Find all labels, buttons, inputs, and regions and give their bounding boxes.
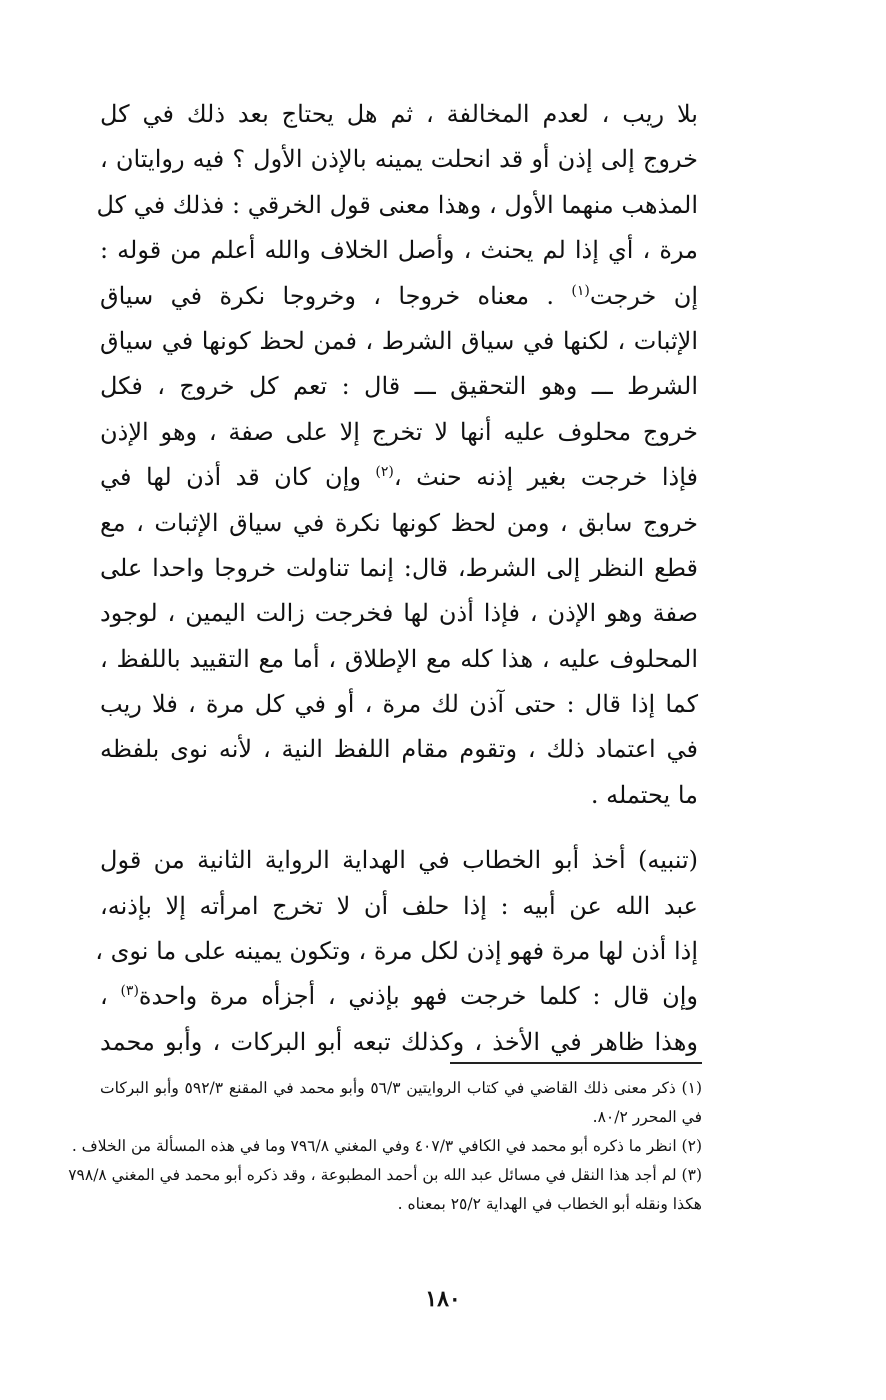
text-line: المذهب منهما الأول ، وهذا معنى قول الخرقي : فذلك في كل	[96, 190, 698, 219]
text-fragment: فإذا خرجت بغير إذنه حنث ،	[393, 463, 698, 492]
footnotes	[68, 1074, 702, 1219]
text-fragment: ،	[100, 982, 108, 1011]
text-line: وهذا ظاهر في الأخذ ، وكذلك تبعه أبو البركات ، وأبو محمد	[100, 1027, 698, 1056]
text-line: الإثبات ، لكنها في سياق الشرط ، فمن لحظ كونها في سياق	[100, 326, 698, 355]
text-line: كما إذا قال : حتى آذن لك مرة ، أو في كل مرة ، فلا ريب	[100, 690, 698, 719]
text-line	[100, 455, 698, 500]
footnote-line: في المحرر ٨٠/٢.	[592, 1108, 702, 1126]
text-line: (تنبيه) أخذ أبو الخطاب في الهداية الرواية الثانية من قول	[100, 846, 698, 875]
footnote-line: هكذا ونقله أبو الخطاب في الهداية ٢٥/٢ بمعناه .	[397, 1195, 702, 1213]
text-line: في اعتماد ذلك ، وتقوم مقام اللفظ النية ، لأنه نوى بلفظه	[100, 735, 698, 764]
text-line: قطع النظر إلى الشرط، قال: إنما تناولت خروجا واحدا على	[100, 553, 698, 582]
footnote-line: (٢) انظر ما ذكره أبو محمد في الكافي ٤٠٧/٣ وفي المغني ٧٩٦/٨ وما في هذه المسألة من الخلاف .	[71, 1137, 702, 1155]
text-line	[100, 974, 698, 1019]
text-fragment: . معناه خروجا ، وخروجا نكرة في سياق	[100, 281, 555, 310]
text-line: خروج محلوف عليه أنها لا تخرج إلا على صفة ، وهو الإذن	[100, 417, 698, 446]
text-line: المحلوف عليه ، هذا كله مع الإطلاق ، أما مع التقييد باللفظ ،	[100, 644, 698, 673]
page-number: ١٨٠	[425, 1286, 461, 1312]
footnote-line: (١) ذكر معنى ذلك القاضي في كتاب الروايتين ٥٦/٣ وأبو محمد في المقنع ٥٩٢/٣ وأبو البركات	[100, 1079, 702, 1097]
text-line: ما يحتمله .	[590, 780, 698, 809]
footnote-marker: (٢)	[375, 464, 394, 481]
text-line: صفة وهو الإذن ، فإذا أذن لها فخرجت زالت اليمين ، لوجود	[100, 599, 698, 628]
text-line: عبد الله عن أبيه : إذا حلف أن لا تخرج امرأته إلا بإذنه،	[100, 891, 698, 920]
footnote-marker: (٣)	[120, 983, 139, 1000]
text-fragment: وإن كان قد أذن لها في	[100, 463, 361, 492]
text-line: الشرط ـــ وهو التحقيق ـــ قال : تعم كل خروج ، فكل	[100, 372, 698, 401]
footnote-separator	[450, 1062, 702, 1064]
text-line	[100, 274, 698, 319]
text-line: خروج إلى إذن أو قد انحلت يمينه بالإذن الأول ؟ فيه روايتان ،	[100, 145, 698, 174]
footnote-line: (٣) لم أجد هذا النقل في مسائل عبد الله بن أحمد المطبوعة ، وقد ذكره أبو محمد في المغني ٧٩٨/٨	[68, 1166, 702, 1184]
text-fragment: إن خرجت	[589, 281, 698, 310]
text-line: خروج سابق ، ومن لحظ كونها نكرة في سياق الإثبات ، مع	[100, 508, 698, 537]
main-text	[95, 92, 698, 1065]
paragraph-gap	[100, 818, 698, 838]
text-line: مرة ، أي إذا لم يحنث ، وأصل الخلاف والله أعلم من قوله :	[100, 236, 698, 265]
footnote-marker: (١)	[571, 282, 590, 299]
text-line: إذا أذن لها مرة فهو إذن لكل مرة ، وتكون يمينه على ما نوى ،	[95, 937, 698, 966]
text-line: بلا ريب ، لعدم المخالفة ، ثم هل يحتاج بعد ذلك في كل	[100, 100, 698, 128]
text-fragment: وإن قال : كلما خرجت فهو بإذني ، أجزأه مرة واحدة	[138, 982, 698, 1011]
